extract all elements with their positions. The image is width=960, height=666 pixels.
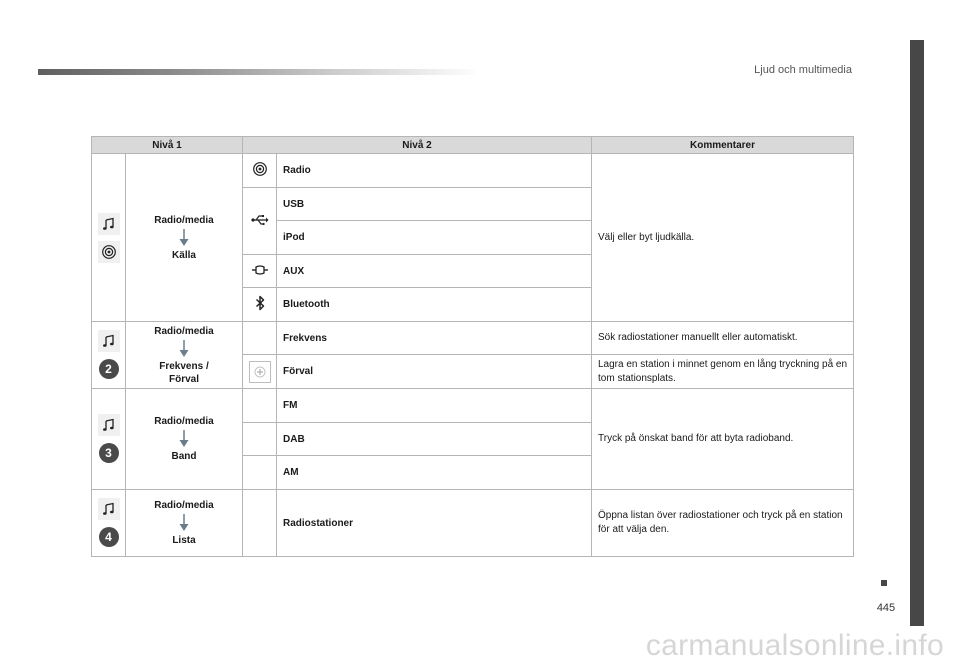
page-number: 445	[876, 602, 896, 614]
page-marker	[881, 580, 887, 586]
arrow-down-icon	[178, 514, 190, 532]
level2-icon-cell	[243, 490, 277, 557]
level1-label: Radio/media	[154, 325, 214, 337]
level2-icon-cell	[243, 255, 277, 288]
settings-table	[91, 136, 854, 557]
level1-label: Radio/media	[154, 500, 214, 511]
level1-cell-source	[126, 154, 243, 322]
watermark: carmanualsonline.info	[645, 629, 944, 662]
level2-label: Bluetooth	[277, 288, 592, 322]
level2-icon-cell	[243, 322, 277, 355]
table-row	[92, 490, 854, 557]
level1-cell-list	[126, 490, 243, 557]
music-note-icon	[98, 213, 120, 235]
level2-icon-cell	[243, 288, 277, 322]
level2-label: AM	[277, 456, 592, 490]
comment-cell: Välj eller byt ljudkälla.	[592, 154, 854, 322]
side-tab-bar	[910, 40, 924, 626]
level1-icons	[92, 154, 126, 322]
level2-icon-cell	[243, 355, 277, 389]
level2-icon-cell	[243, 188, 277, 255]
section-title: Ljud och multimedia	[754, 64, 852, 76]
comment-cell: Öppna listan över radiostationer och tryck på en station för att välja den.	[592, 490, 854, 557]
step-number-badge: 4	[99, 527, 119, 547]
level2-label: DAB	[277, 423, 592, 456]
music-note-icon	[98, 414, 120, 436]
level2-icon-cell	[243, 154, 277, 188]
table-row	[92, 154, 854, 188]
level2-label: Radio	[277, 154, 592, 188]
header-gradient-bar	[38, 69, 480, 75]
level1-cell-band	[126, 389, 243, 490]
level2-label: Radiostationer	[277, 490, 592, 557]
level1-sublabel: Källa	[172, 249, 196, 261]
level2-icon-cell	[243, 389, 277, 423]
table-row	[92, 322, 854, 355]
level2-label: iPod	[277, 221, 592, 255]
usb-icon	[251, 214, 269, 226]
level2-label: USB	[277, 188, 592, 221]
level1-icons	[92, 490, 126, 557]
level2-label: Förval	[277, 355, 592, 389]
arrow-down-icon	[178, 229, 190, 247]
level2-icon-cell	[243, 456, 277, 490]
level1-icons	[92, 322, 126, 389]
step-number-badge: 2	[99, 359, 119, 379]
comment-cell: Tryck på önskat band för att byta radioband.	[592, 389, 854, 490]
level1-cell-frequency	[126, 322, 243, 389]
table-header-row	[92, 137, 854, 154]
column-header-comments: Kommentarer	[592, 137, 854, 154]
arrow-down-icon	[178, 340, 190, 358]
bluetooth-icon	[255, 295, 265, 311]
level2-label: Frekvens	[277, 322, 592, 355]
level1-label: Radio/media	[154, 214, 214, 226]
table-row	[92, 389, 854, 423]
level1-sublabel: Band	[171, 451, 197, 462]
level1-label: Radio/media	[154, 416, 214, 427]
plus-icon	[249, 361, 271, 383]
aux-icon	[251, 265, 269, 275]
level1-sublabel: Frekvens / Förval	[159, 360, 209, 385]
comment-cell: Lagra en station i minnet genom en lång tryckning på en tom stationsplats.	[592, 355, 854, 389]
arrow-down-icon	[178, 430, 190, 448]
level2-label: AUX	[277, 255, 592, 288]
level1-sublabel: Lista	[172, 535, 196, 546]
music-note-icon	[98, 330, 120, 352]
step-number-badge: 3	[99, 443, 119, 463]
column-header-level2: Nivå 2	[243, 137, 592, 154]
comment-cell: Sök radiostationer manuellt eller automatiskt.	[592, 322, 854, 355]
column-header-level1: Nivå 1	[92, 137, 243, 154]
music-note-icon	[98, 498, 120, 520]
level1-icons	[92, 389, 126, 490]
level2-icon-cell	[243, 423, 277, 456]
level2-label: FM	[277, 389, 592, 423]
radio-icon	[98, 241, 120, 263]
radio-icon	[252, 161, 268, 177]
